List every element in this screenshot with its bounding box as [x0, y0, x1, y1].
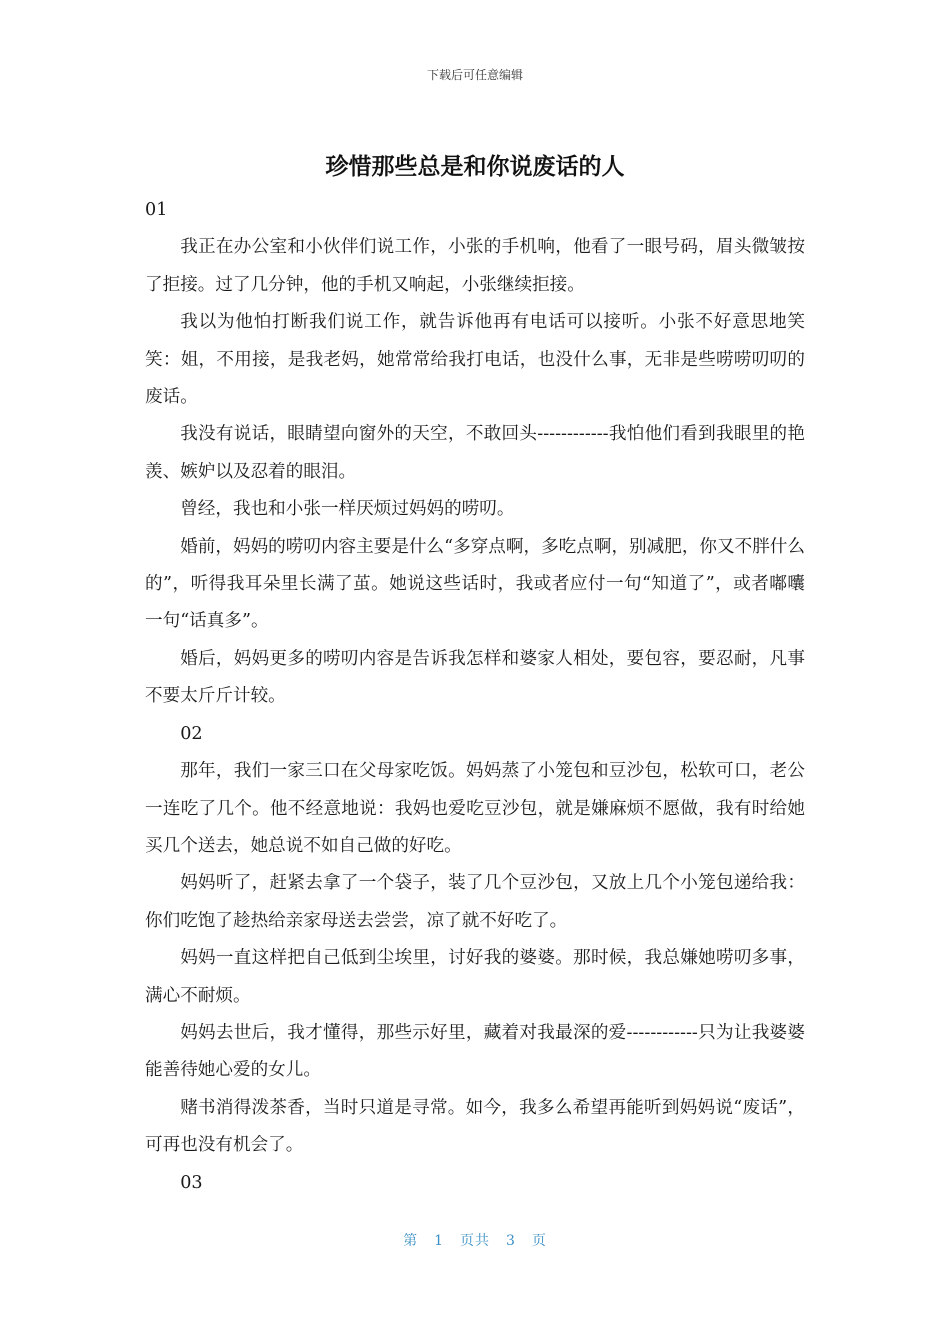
body-paragraph: 婚前，妈妈的唠叨内容主要是什么“多穿点啊，多吃点啊，别减肥，你又不胖什么的”，听得我耳朵里长满了茧。她说这些话时，我或者应付一句“知道了”，或者嘟囔一句“话真多”。	[145, 536, 805, 632]
body-paragraph: 我以为他怕打断我们说工作，就告诉他再有电话可以接听。小张不好意思地笑笑：姐，不用接，是我老妈，她常常给我打电话，也没什么事，无非是些唠唠叨叨的废话。	[145, 312, 805, 408]
body-paragraph: 婚后，妈妈更多的唠叨内容是告诉我怎样和婆家人相处，要包容，要忍耐，凡事不要太斤斤计较。	[145, 648, 805, 707]
document-body	[145, 192, 805, 1202]
body-paragraph: 妈妈去世后，我才懂得，那些示好里，藏着对我最深的爱------------只为让我婆婆能善待她心爱的女儿。	[145, 1022, 805, 1081]
body-paragraph: 妈妈听了，赶紧去拿了一个袋子，装了几个豆沙包，又放上几个小笼包递给我：你们吃饱了趁热给亲家母送去尝尝，凉了就不好吃了。	[145, 873, 805, 931]
footer-prefix: 第	[403, 1233, 419, 1249]
body-paragraph: 曾经，我也和小张一样厌烦过妈妈的唠叨。	[180, 499, 515, 520]
section-number: 01	[145, 200, 168, 220]
total-pages-number: 3	[506, 1233, 516, 1249]
document-title: 珍惜那些总是和你说废话的人	[325, 154, 625, 180]
body-paragraph: 我没有说话，眼睛望向窗外的天空，不敢回头------------我怕他们看到我眼里的艳羡、嫉妒以及忍着的眼泪。	[145, 424, 805, 482]
body-paragraph: 那年，我们一家三口在父母家吃饭。妈妈蒸了小笼包和豆沙包，松软可口，老公一连吃了几个。他不经意地说：我妈也爱吃豆沙包，就是嫌麻烦不愿做，我有时给她买几个送去，她总说不如自己做的好吃。	[145, 761, 805, 856]
footer-suffix: 页	[531, 1233, 547, 1249]
body-paragraph: 我正在办公室和小伙伴们说工作，小张的手机响，他看了一眼号码，眉头微皱按了拒接。过了几分钟，他的手机又响起，小张继续拒接。	[145, 237, 805, 295]
section-number: 02	[180, 723, 203, 744]
current-page-number: 1	[434, 1233, 444, 1249]
body-paragraph: 赌书消得泼茶香，当时只道是寻常。如今，我多么希望再能听到妈妈说“废话”，可再也没有机会了。	[145, 1097, 805, 1156]
body-paragraph: 妈妈一直这样把自己低到尘埃里，讨好我的婆婆。那时候，我总嫌她唠叨多事，满心不耐烦。	[145, 948, 805, 1006]
page-footer	[0, 1230, 950, 1250]
footer-middle: 页共	[460, 1233, 490, 1249]
section-number: 03	[180, 1172, 203, 1193]
header-note: 下载后可任意编辑	[426, 68, 523, 82]
